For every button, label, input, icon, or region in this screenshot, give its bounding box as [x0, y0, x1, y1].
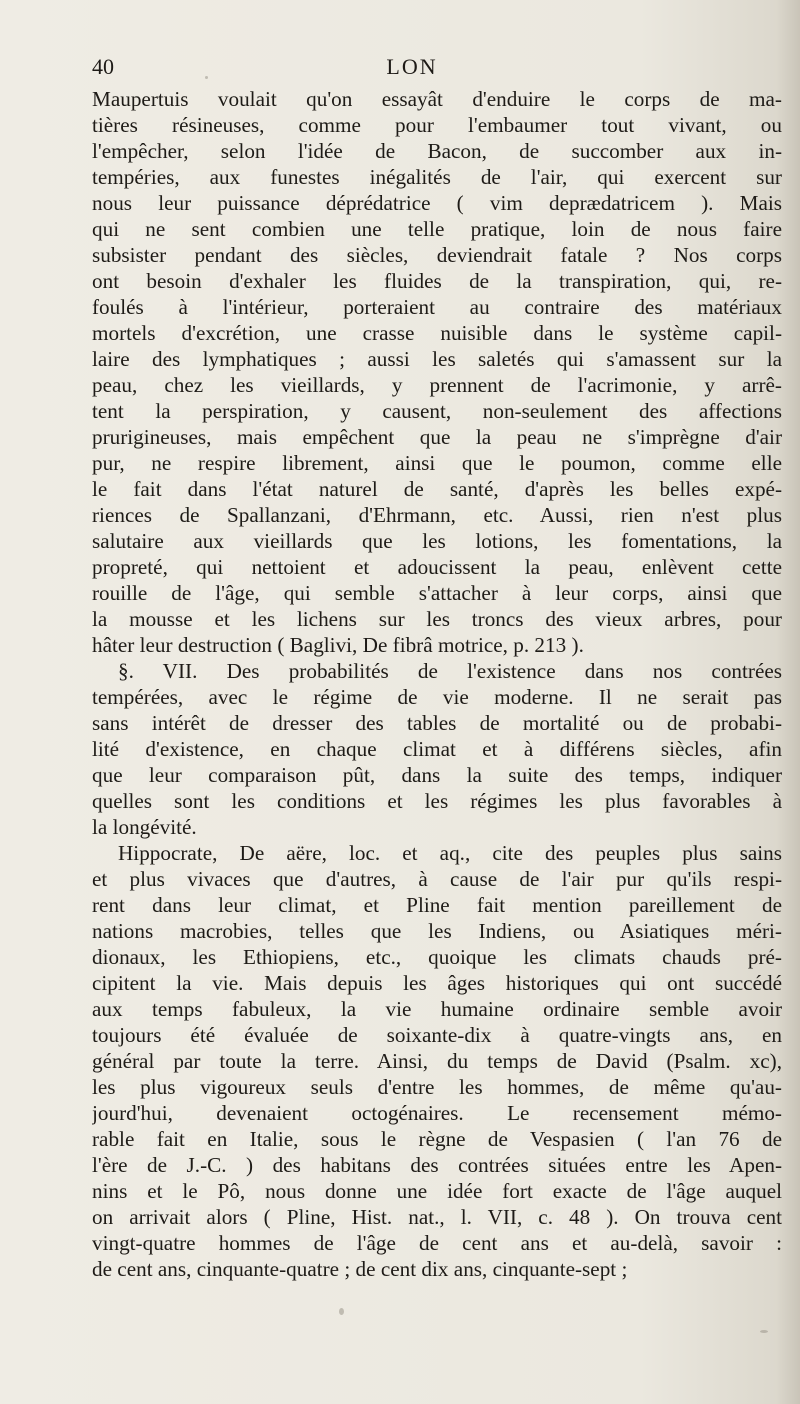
- text-line: l'ère de J.-C. ) des habitans des contrées situées entre les Apen-: [92, 1153, 782, 1177]
- text-line: tempéries, aux funestes inégalités de l'air, qui exercent sur: [92, 165, 782, 189]
- text-line: prurigineuses, mais empêchent que la peau ne s'imprègne d'air: [92, 425, 782, 449]
- page-header: [92, 54, 732, 84]
- text-line: qui ne sent combien une telle pratique, loin de nous faire: [92, 217, 782, 241]
- text-line: ont besoin d'exhaler les fluides de la transpiration, qui, re-: [92, 269, 782, 293]
- text-line: pur, ne respire librement, ainsi que le poumon, comme elle: [92, 451, 782, 475]
- text-line: dionaux, les Ethiopiens, etc., quoique les climats chauds pré-: [92, 945, 782, 969]
- paragraph-hippocrate: [92, 840, 782, 1282]
- text-line: rable fait en Italie, sous le règne de Vespasien ( l'an 76 de: [92, 1127, 782, 1151]
- text-line: lité d'existence, en chaque climat et à différens siècles, afin: [92, 737, 782, 761]
- text-line: hâter leur destruction ( Baglivi, De fibrâ motrice, p. 213 ).: [92, 633, 584, 657]
- paper-speck: [339, 1308, 344, 1315]
- text-line: rent dans leur climat, et Pline fait mention pareillement de: [92, 893, 782, 917]
- page-number: 40: [92, 54, 114, 79]
- text-line: la longévité.: [92, 815, 197, 839]
- text-line: de cent ans, cinquante-quatre ; de cent dix ans, cinquante-sept ;: [92, 1257, 628, 1281]
- text-line: rouille de l'âge, qui semble s'attacher à leur corps, ainsi que: [92, 581, 782, 605]
- text-line: sans intérêt de dresser des tables de mortalité ou de probabi-: [92, 711, 782, 735]
- text-line: salutaire aux vieillards que les lotions, les fomentations, la: [92, 529, 782, 553]
- text-line: aux temps fabuleux, la vie humaine ordinaire semble avoir: [92, 997, 782, 1021]
- text-line: toujours été évaluée de soixante-dix à quatre-vingts ans, en: [92, 1023, 782, 1047]
- text-line: foulés à l'intérieur, porteraient au contraire des matériaux: [92, 295, 782, 319]
- text-line: général par toute la terre. Ainsi, du temps de David (Psalm. xc),: [92, 1049, 782, 1073]
- text-line: quelles sont les conditions et les régimes les plus favorables à: [92, 789, 782, 813]
- text-line: tent la perspiration, y causent, non-seulement des affections: [92, 399, 782, 423]
- text-line: mortels d'excrétion, une crasse nuisible dans le système capil-: [92, 321, 782, 345]
- text-line: et plus vivaces que d'autres, à cause de l'air pur qu'ils respi-: [92, 867, 782, 891]
- running-head: LON: [386, 54, 438, 79]
- text-line: Maupertuis voulait qu'on essayât d'enduire le corps de ma-: [92, 87, 782, 111]
- text-line: subsister pendant des siècles, deviendrait fatale ? Nos corps: [92, 243, 782, 267]
- text-line: propreté, qui nettoient et adoucissent la peau, enlèvent cette: [92, 555, 782, 579]
- text-line: nations macrobies, telles que les Indiens, ou Asiatiques méri-: [92, 919, 782, 943]
- text-line: nins et le Pô, nous donne une idée fort exacte de l'âge auquel: [92, 1179, 782, 1203]
- paragraph-maupertuis: [92, 86, 782, 658]
- text-line: le fait dans l'état naturel de santé, d'après les belles expé-: [92, 477, 782, 501]
- text-line: les plus vigoureux seuls d'entre les hommes, de même qu'au-: [92, 1075, 782, 1099]
- paper-speck: [760, 1330, 768, 1333]
- text-line: la mousse et les lichens sur les troncs des vieux arbres, pour: [92, 607, 782, 631]
- paragraph-section-vii: [92, 658, 782, 840]
- text-line: riences de Spallanzani, d'Ehrmann, etc. Aussi, rien n'est plus: [92, 503, 782, 527]
- text-line: nous leur puissance déprédatrice ( vim deprædatricem ). Mais: [92, 191, 782, 215]
- text-line: peau, chez les vieillards, y prennent de l'acrimonie, y arrê-: [92, 373, 782, 397]
- text-line: on arrivait alors ( Pline, Hist. nat., l. VII, c. 48 ). On trouva cent: [92, 1205, 782, 1229]
- text-line: §. VII. Des probabilités de l'existence dans nos contrées: [118, 659, 782, 683]
- body-text: [92, 86, 782, 1282]
- paper-speck: [205, 76, 208, 79]
- text-line: tières résineuses, comme pour l'embaumer tout vivant, ou: [92, 113, 782, 137]
- text-line: Hippocrate, De aëre, loc. et aq., cite des peuples plus sains: [118, 841, 782, 865]
- text-line: vingt-quatre hommes de l'âge de cent ans et au-delà, savoir :: [92, 1231, 782, 1255]
- text-line: laire des lymphatiques ; aussi les saletés qui s'amassent sur la: [92, 347, 782, 371]
- text-line: tempérées, avec le régime de vie moderne. Il ne serait pas: [92, 685, 782, 709]
- text-line: que leur comparaison pût, dans la suite des temps, indiquer: [92, 763, 782, 787]
- text-line: jourd'hui, devenaient octogénaires. Le recensement mémo-: [92, 1101, 782, 1125]
- text-line: l'empêcher, selon l'idée de Bacon, de succomber aux in-: [92, 139, 782, 163]
- text-line: cipitent la vie. Mais depuis les âges historiques qui ont succédé: [92, 971, 782, 995]
